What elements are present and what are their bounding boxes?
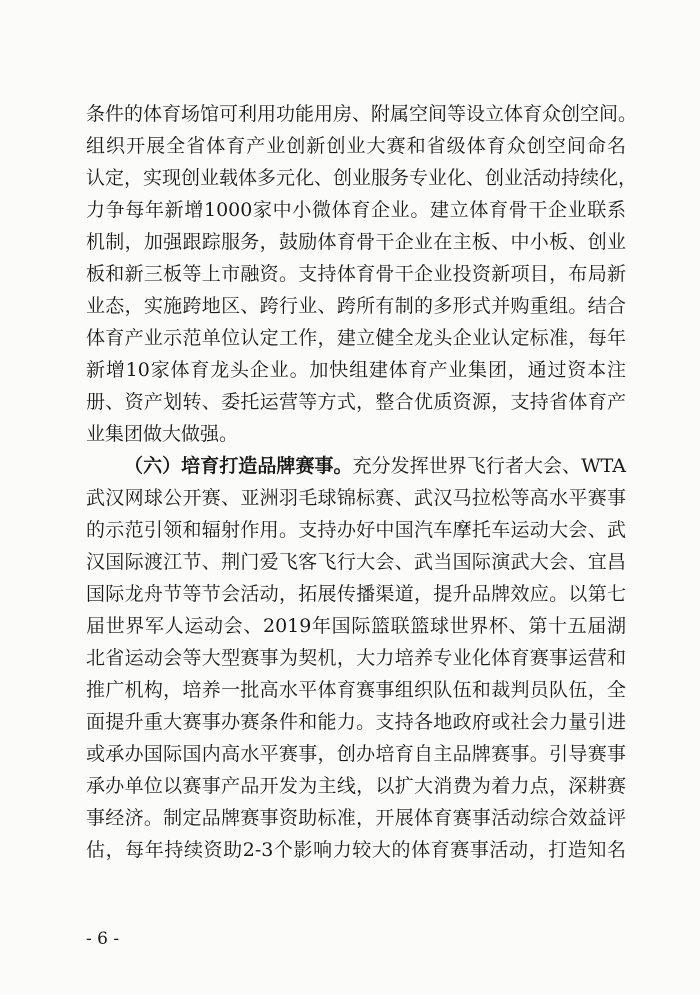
text-line: 认定，实现创业载体多元化、创业服务专业化、创业活动持续化， bbox=[86, 167, 638, 189]
text-line: 机制，加强跟踪服务，鼓励体育骨干企业在主板、中小板、创业 bbox=[86, 231, 626, 253]
paragraph-enterprise-development bbox=[86, 98, 638, 450]
text-line: 组织开展全省体育产业创新创业大赛和省级体育众创空间命名 bbox=[86, 135, 626, 157]
paragraph-first-line bbox=[86, 450, 626, 482]
text-line: 新增10家体育龙头企业。加快组建体育产业集团，通过资本注 bbox=[86, 359, 626, 381]
text-line: 国际龙舟节等节会活动，拓展传播渠道，提升品牌效应。以第七 bbox=[86, 583, 626, 605]
paragraph-brand-events bbox=[86, 450, 626, 866]
text-line: 力争每年新增1000家中小微体育企业。建立体育骨干企业联系 bbox=[86, 199, 626, 221]
text-line: 条件的体育场馆可利用功能用房、附属空间等设立体育众创空间。 bbox=[86, 103, 638, 125]
text-line: 北省运动会等大型赛事为契机，大力培养专业化体育赛事运营和 bbox=[86, 647, 626, 669]
page-number: - 6 - bbox=[86, 929, 120, 949]
text-line: 汉国际渡江节、荆门爱飞客飞行大会、武当国际演武大会、宜昌 bbox=[86, 551, 626, 573]
text-line: 推广机构，培养一批高水平体育赛事组织队伍和裁判员队伍，全 bbox=[86, 679, 626, 701]
text-line: 估，每年持续资助2-3个影响力较大的体育赛事活动，打造知名 bbox=[86, 839, 626, 861]
text-line: 武汉网球公开赛、亚洲羽毛球锦标赛、武汉马拉松等高水平赛事 bbox=[86, 487, 626, 509]
text-line: 板和新三板等上市融资。支持体育骨干企业投资新项目，布局新 bbox=[86, 263, 626, 285]
text-line: 面提升重大赛事办赛条件和能力。支持各地政府或社会力量引进 bbox=[86, 711, 626, 733]
text-line: 业集团做大做强。 bbox=[86, 423, 239, 445]
text-line: 的示范引领和辐射作用。支持办好中国汽车摩托车运动大会、武 bbox=[86, 519, 626, 541]
text-line: 业态，实施跨地区、跨行业、跨所有制的多形式并购重组。结合 bbox=[86, 295, 626, 317]
text-line: 册、资产划转、委托运营等方式，整合优质资源，支持省体育产 bbox=[86, 391, 626, 413]
text-line: 届世界军人运动会、2019年国际篮联篮球世界杯、第十五届湖 bbox=[86, 615, 626, 637]
section-heading: （六）培育打造品牌赛事。 bbox=[124, 455, 353, 477]
text-line: 事经济。制定品牌赛事资助标准，开展体育赛事活动综合效益评 bbox=[86, 807, 626, 829]
text-line: 承办单位以赛事产品开发为主线，以扩大消费为着力点，深耕赛 bbox=[86, 775, 626, 797]
text-line: 体育产业示范单位认定工作，建立健全龙头企业认定标准，每年 bbox=[86, 327, 626, 349]
text-line: 或承办国际国内高水平赛事，创办培育自主品牌赛事。引导赛事 bbox=[86, 743, 626, 765]
first-line-text: 充分发挥世界飞行者大会、WTA bbox=[352, 455, 626, 477]
